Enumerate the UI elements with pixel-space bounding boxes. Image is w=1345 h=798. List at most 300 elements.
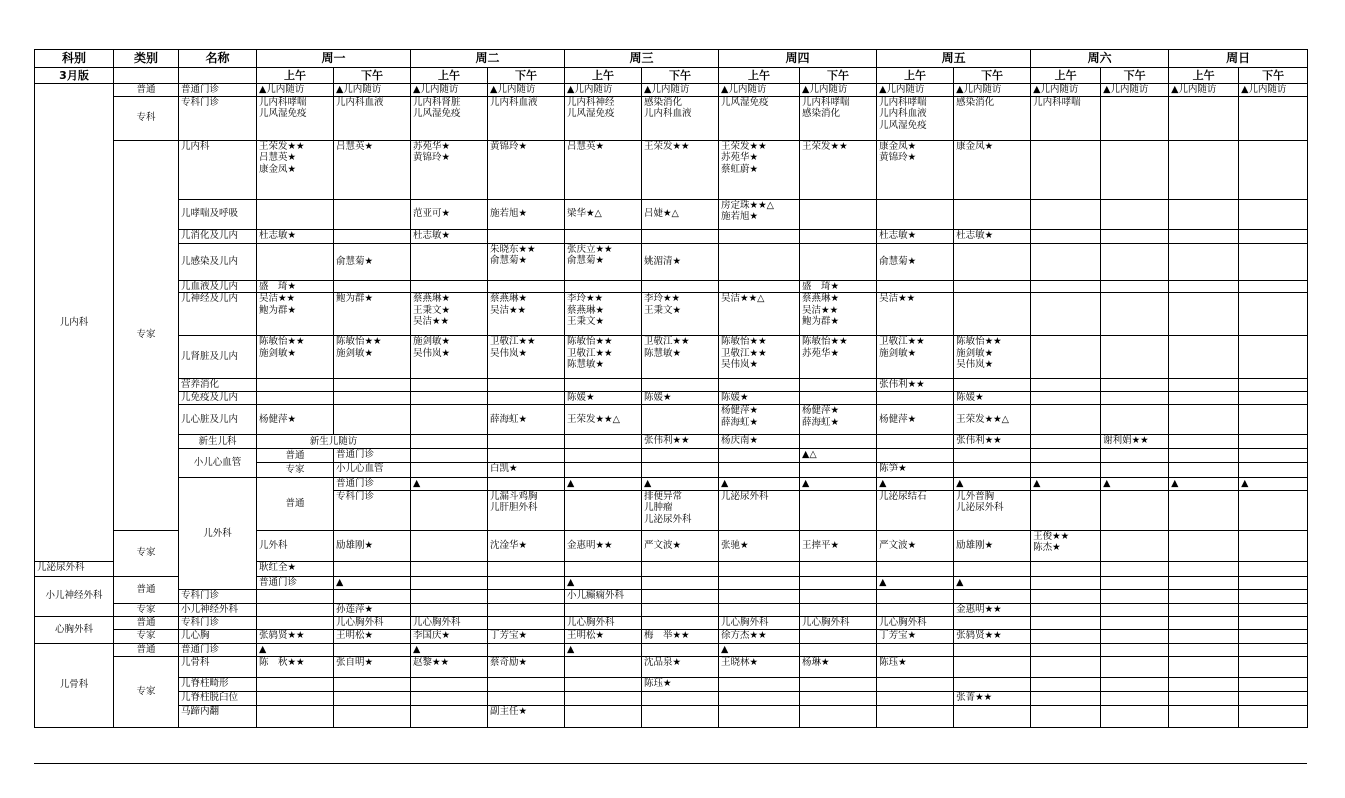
clinic-name-cell: 普通门诊: [334, 449, 411, 463]
dept-cell: 儿内科: [35, 84, 114, 562]
session-cell: [1101, 530, 1169, 561]
session-cell: 儿内科血液: [488, 96, 565, 140]
session-cell: [642, 561, 719, 576]
session-cell: 王明松★: [565, 629, 642, 643]
session-cell: [1101, 643, 1169, 656]
session-cell: [1169, 677, 1239, 691]
dept-cell: 心胸外科: [35, 616, 114, 643]
session-cell: [642, 449, 719, 463]
session-cell: 吕婕★△: [642, 199, 719, 229]
session-cell: [488, 561, 565, 576]
session-cell: 感染消化: [954, 96, 1031, 140]
session-cell: ▲: [1101, 478, 1169, 491]
session-cell: 丁芳宝★: [488, 629, 565, 643]
session-cell: [334, 677, 411, 691]
session-cell: [1169, 199, 1239, 229]
session-cell: [877, 643, 954, 656]
clinic-name-cell: 儿脊柱脱臼位: [179, 691, 257, 705]
session-cell: [642, 379, 719, 392]
session-cell: ▲儿内随访: [488, 84, 565, 97]
session-cell: 房定珠★★△ 施若旭★: [719, 199, 800, 229]
session-cell: [1031, 576, 1101, 589]
session-cell: 王荣发★★: [800, 140, 877, 199]
session-cell: 李玲★★ 王秉文★: [642, 293, 719, 336]
session-cell: ▲儿内随访: [954, 84, 1031, 97]
session-cell: [719, 561, 800, 576]
session-cell: [1101, 629, 1169, 643]
dept-cell: 儿骨科: [35, 643, 114, 727]
clinic-name-cell: 营养消化: [179, 379, 257, 392]
session-cell: ▲△: [800, 449, 877, 463]
session-cell: [954, 280, 1031, 293]
am-header: 上午: [411, 68, 488, 84]
session-cell: 施剑敏★ 吴伟岚★: [411, 336, 488, 379]
clinic-name-cell: 专科门诊: [179, 589, 257, 603]
session-cell: [257, 705, 334, 727]
schedule-table: [34, 49, 1308, 728]
session-cell: [800, 392, 877, 405]
session-cell: [1169, 293, 1239, 336]
clinic-name-cell: 儿肾脏及儿内: [179, 336, 257, 379]
session-cell: [1169, 392, 1239, 405]
session-cell: [565, 656, 642, 677]
session-cell: 儿外普胸 儿泌尿外科: [954, 490, 1031, 530]
session-cell: 陈敏怡★★ 卫敬江★★ 吴伟岚★: [719, 336, 800, 379]
session-cell: [877, 280, 954, 293]
session-cell: [954, 449, 1031, 463]
session-cell: [488, 677, 565, 691]
session-cell: [1239, 691, 1308, 705]
session-cell: [1239, 530, 1308, 561]
session-cell: [954, 677, 1031, 691]
session-cell: [1169, 705, 1239, 727]
session-cell: [719, 677, 800, 691]
session-cell: [1169, 561, 1239, 576]
session-cell: [877, 589, 954, 603]
session-cell: [1239, 576, 1308, 589]
session-cell: [1031, 449, 1101, 463]
session-cell: [411, 530, 488, 561]
session-cell: [1031, 589, 1101, 603]
session-cell: 蔡燕琳★ 王秉文★ 吴洁★★: [411, 293, 488, 336]
session-cell: 王荣发★★△: [954, 405, 1031, 435]
session-cell: [642, 463, 719, 478]
session-cell: 杜志敏★: [954, 229, 1031, 243]
session-cell: [488, 229, 565, 243]
session-cell: [877, 705, 954, 727]
session-cell: [642, 603, 719, 616]
session-cell: [1101, 561, 1169, 576]
session-cell: [1101, 379, 1169, 392]
session-cell: 儿内科哮喘 儿内科血液 儿风湿免疫: [877, 96, 954, 140]
session-cell: [1239, 293, 1308, 336]
table-row: [35, 478, 1308, 491]
session-cell: 儿内科肾脏 儿风湿免疫: [411, 96, 488, 140]
session-cell: 沈品泉★: [642, 656, 719, 677]
session-cell: 陈敏怡★★ 苏苑华★: [800, 336, 877, 379]
session-cell: [488, 691, 565, 705]
session-cell: [488, 616, 565, 629]
session-cell: [1031, 140, 1101, 199]
session-cell: [1031, 293, 1101, 336]
clinic-name-cell: 儿感染及儿内: [179, 243, 257, 280]
header-row-sessions: [35, 68, 1308, 84]
session-cell: 儿泌尿结石: [877, 490, 954, 530]
pm-header: 下午: [800, 68, 877, 84]
table-row: [35, 405, 1308, 435]
session-cell: [1101, 490, 1169, 530]
session-cell: [334, 643, 411, 656]
session-cell: 陈敏怡★★ 施剑敏★: [334, 336, 411, 379]
session-cell: [1101, 589, 1169, 603]
session-cell: [719, 379, 800, 392]
session-cell: 蔡奇励★: [488, 656, 565, 677]
pm-header: 下午: [954, 68, 1031, 84]
session-cell: 严文波★: [642, 530, 719, 561]
table-row: [35, 280, 1308, 293]
session-cell: [954, 656, 1031, 677]
session-cell: ▲: [1169, 478, 1239, 491]
session-cell: [1101, 392, 1169, 405]
session-cell: [642, 616, 719, 629]
session-cell: ▲儿内随访: [719, 84, 800, 97]
session-cell: [1169, 643, 1239, 656]
session-cell: [800, 379, 877, 392]
clinic-name-cell: 专科门诊: [334, 490, 411, 530]
session-cell: 张菁★★: [954, 691, 1031, 705]
session-cell: 张伟利★★: [877, 379, 954, 392]
session-cell: [257, 379, 334, 392]
category-cell: 普通: [114, 84, 179, 97]
session-cell: ▲: [1031, 478, 1101, 491]
session-cell: [488, 603, 565, 616]
session-cell: 丁芳宝★: [877, 629, 954, 643]
session-cell: [565, 435, 642, 449]
session-cell: [1239, 589, 1308, 603]
session-cell: [411, 705, 488, 727]
category-cell: 专家: [257, 463, 334, 478]
session-cell: [334, 379, 411, 392]
session-cell: ▲儿内随访: [1169, 84, 1239, 97]
session-cell: [642, 691, 719, 705]
pm-header: 下午: [488, 68, 565, 84]
session-cell: 陈笋★: [877, 463, 954, 478]
table-row: [35, 616, 1308, 629]
session-cell: [411, 280, 488, 293]
session-cell: [954, 616, 1031, 629]
session-cell: [1239, 243, 1308, 280]
session-cell: [800, 629, 877, 643]
am-header: 上午: [565, 68, 642, 84]
session-cell: [1169, 616, 1239, 629]
session-cell: [800, 603, 877, 616]
session-cell: [1031, 405, 1101, 435]
session-cell: [1239, 705, 1308, 727]
session-cell: 王荣发★★ 苏苑华★ 蔡虹蔚★: [719, 140, 800, 199]
session-cell: ▲: [411, 478, 488, 491]
session-cell: [1239, 490, 1308, 530]
clinic-name-cell: 普通门诊: [257, 576, 334, 589]
session-cell: ▲: [334, 576, 411, 589]
session-cell: 陈 秋★★: [257, 656, 334, 677]
session-cell: 儿心胸外科: [565, 616, 642, 629]
session-cell: [719, 705, 800, 727]
session-cell: [488, 589, 565, 603]
session-cell: ▲: [719, 478, 800, 491]
session-cell: 杨健萍★: [877, 405, 954, 435]
session-cell: [1101, 616, 1169, 629]
session-cell: 金惠明★★: [565, 530, 642, 561]
session-cell: [1239, 405, 1308, 435]
day-header-tue: 周二: [411, 50, 565, 68]
session-cell: 陈敏怡★★ 施剑敏★: [257, 336, 334, 379]
session-cell: 徐方杰★★: [719, 629, 800, 643]
session-cell: [257, 243, 334, 280]
session-cell: 张伟利★★: [954, 435, 1031, 449]
session-cell: [257, 691, 334, 705]
session-cell: [257, 392, 334, 405]
table-row: [35, 199, 1308, 229]
session-cell: 感染消化 儿内科血液: [642, 96, 719, 140]
session-cell: [257, 616, 334, 629]
session-cell: [877, 561, 954, 576]
session-cell: [1101, 449, 1169, 463]
session-cell: 儿泌尿外科: [719, 490, 800, 530]
table-row: [35, 96, 1308, 140]
session-cell: [1239, 435, 1308, 449]
session-cell: 陈敏怡★★ 卫敬江★★ 陈慧敏★: [565, 336, 642, 379]
session-cell: [565, 449, 642, 463]
session-cell: 王摔平★: [800, 530, 877, 561]
clinic-name-cell: 专科门诊: [179, 616, 257, 629]
session-cell: ▲: [1239, 478, 1308, 491]
session-cell: 梅 举★★: [642, 629, 719, 643]
session-cell: [642, 280, 719, 293]
session-cell: ▲儿内随访: [565, 84, 642, 97]
session-cell: [1101, 140, 1169, 199]
bottom-rule: [34, 763, 1307, 764]
clinic-name-cell: 小儿心血管: [334, 463, 411, 478]
category-cell: 专家: [114, 603, 179, 616]
session-cell: 儿内科哮喘: [1031, 96, 1101, 140]
session-cell: [954, 643, 1031, 656]
session-cell: [411, 490, 488, 530]
category-cell: 新生儿随访: [257, 435, 411, 449]
session-cell: ▲儿内随访: [1101, 84, 1169, 97]
session-cell: ▲: [719, 643, 800, 656]
session-cell: ▲: [800, 478, 877, 491]
session-cell: 王荣发★★△: [565, 405, 642, 435]
day-header-wed: 周三: [565, 50, 719, 68]
session-cell: 盛 琦★: [800, 280, 877, 293]
clinic-name-cell: 儿骨科: [179, 656, 257, 677]
session-cell: [565, 280, 642, 293]
session-cell: [1101, 199, 1169, 229]
session-cell: [1031, 392, 1101, 405]
day-header-sun: 周日: [1169, 50, 1308, 68]
session-cell: [1101, 405, 1169, 435]
session-cell: [1031, 691, 1101, 705]
session-cell: [565, 463, 642, 478]
session-cell: [411, 449, 488, 463]
session-cell: 杨健萍★ 薛海虹★: [719, 405, 800, 435]
session-cell: 儿心胸外科: [719, 616, 800, 629]
session-cell: [1169, 379, 1239, 392]
clinic-name-cell: 儿泌尿外科: [35, 561, 114, 576]
session-cell: [719, 589, 800, 603]
session-cell: [411, 243, 488, 280]
session-cell: [411, 589, 488, 603]
session-cell: 张鸫贤★★: [257, 629, 334, 643]
session-cell: [1169, 96, 1239, 140]
session-cell: [1101, 280, 1169, 293]
session-cell: 施若旭★: [488, 199, 565, 229]
header-row-days: [35, 50, 1308, 68]
session-cell: [954, 561, 1031, 576]
session-cell: [719, 449, 800, 463]
session-cell: [1169, 405, 1239, 435]
table-row: [35, 705, 1308, 727]
session-cell: [1169, 449, 1239, 463]
session-cell: [800, 561, 877, 576]
table-row: [35, 449, 1308, 463]
session-cell: [800, 705, 877, 727]
session-cell: [954, 705, 1031, 727]
category-cell: 普通: [257, 449, 334, 463]
session-cell: 杜志敏★: [877, 229, 954, 243]
session-cell: [1101, 677, 1169, 691]
dept-header: 科别: [35, 50, 114, 68]
session-cell: [411, 691, 488, 705]
session-cell: [1031, 705, 1101, 727]
session-cell: [642, 405, 719, 435]
pm-header: 下午: [1101, 68, 1169, 84]
session-cell: [565, 490, 642, 530]
session-cell: [1239, 616, 1308, 629]
table-row: [35, 589, 1308, 603]
clinic-name-cell: 普通门诊: [334, 478, 411, 491]
session-cell: [1101, 656, 1169, 677]
session-cell: [642, 643, 719, 656]
session-cell: 陈敏怡★★ 施剑敏★ 吴伟岚★: [954, 336, 1031, 379]
session-cell: 卫敬江★★ 陈慧敏★: [642, 336, 719, 379]
session-cell: [877, 449, 954, 463]
table-row: [35, 691, 1308, 705]
session-cell: 卫敬江★★ 施剑敏★: [877, 336, 954, 379]
session-cell: 俞慧菊★: [334, 243, 411, 280]
session-cell: [565, 691, 642, 705]
day-header-mon: 周一: [257, 50, 411, 68]
session-cell: [800, 643, 877, 656]
session-cell: [1031, 677, 1101, 691]
clinic-name-cell: 儿外科: [257, 530, 334, 561]
session-cell: [954, 463, 1031, 478]
session-cell: [334, 392, 411, 405]
session-cell: [1031, 656, 1101, 677]
session-cell: [1169, 463, 1239, 478]
session-cell: [411, 463, 488, 478]
session-cell: [565, 677, 642, 691]
session-cell: 苏苑华★ 黄锦玲★: [411, 140, 488, 199]
session-cell: [800, 463, 877, 478]
session-cell: [1031, 603, 1101, 616]
session-cell: [1169, 656, 1239, 677]
session-cell: ▲儿内随访: [257, 84, 334, 97]
type-header: 类别: [114, 50, 179, 68]
session-cell: 张自明★: [334, 656, 411, 677]
clinic-name-cell: 儿心脏及儿内: [179, 405, 257, 435]
session-cell: [1101, 96, 1169, 140]
session-cell: 陈媛★: [565, 392, 642, 405]
table-row: [35, 435, 1308, 449]
session-cell: ▲儿内随访: [877, 84, 954, 97]
session-cell: [334, 229, 411, 243]
session-cell: [719, 576, 800, 589]
session-cell: [877, 677, 954, 691]
session-cell: 儿风湿免疫: [719, 96, 800, 140]
session-cell: 蔡燕琳★ 吴洁★★ 鲍为群★: [800, 293, 877, 336]
session-cell: 儿心胸外科: [411, 616, 488, 629]
session-cell: [1239, 603, 1308, 616]
clinic-name-cell: 儿内科: [179, 140, 257, 199]
am-header: 上午: [1031, 68, 1101, 84]
clinic-name-cell: 儿心胸: [179, 629, 257, 643]
session-cell: 薛海虹★: [488, 405, 565, 435]
session-cell: ▲: [257, 643, 334, 656]
session-cell: [1031, 379, 1101, 392]
session-cell: [1239, 280, 1308, 293]
table-row: [35, 84, 1308, 97]
session-cell: [1239, 379, 1308, 392]
session-cell: 黄锦玲★: [488, 140, 565, 199]
session-cell: [800, 677, 877, 691]
session-cell: 孙莲萍★: [334, 603, 411, 616]
dept-cell: 儿外科: [179, 478, 257, 590]
session-cell: ▲儿内随访: [642, 84, 719, 97]
session-cell: 杨庆南★: [719, 435, 800, 449]
session-cell: [1239, 561, 1308, 576]
session-cell: [334, 691, 411, 705]
session-cell: ▲儿内随访: [334, 84, 411, 97]
session-cell: 张驰★: [719, 530, 800, 561]
session-cell: [257, 603, 334, 616]
session-cell: 梁华★△: [565, 199, 642, 229]
session-cell: 陈媛★: [954, 392, 1031, 405]
session-cell: [800, 435, 877, 449]
session-cell: [719, 229, 800, 243]
session-cell: [411, 392, 488, 405]
empty-header-cell: [114, 68, 179, 84]
session-cell: [257, 199, 334, 229]
session-cell: [1239, 199, 1308, 229]
session-cell: [1101, 243, 1169, 280]
session-cell: [1169, 490, 1239, 530]
session-cell: [411, 405, 488, 435]
session-cell: 姚湄清★: [642, 243, 719, 280]
session-cell: 儿心胸外科: [800, 616, 877, 629]
session-cell: 王俊★★ 陈杰★: [1031, 530, 1101, 561]
session-cell: [1031, 463, 1101, 478]
session-cell: [1169, 576, 1239, 589]
day-header-thu: 周四: [719, 50, 877, 68]
session-cell: [954, 293, 1031, 336]
session-cell: 吴洁★★△: [719, 293, 800, 336]
session-cell: [719, 243, 800, 280]
session-cell: [334, 280, 411, 293]
session-cell: [1101, 463, 1169, 478]
empty-header-cell: [179, 68, 257, 84]
session-cell: [411, 677, 488, 691]
